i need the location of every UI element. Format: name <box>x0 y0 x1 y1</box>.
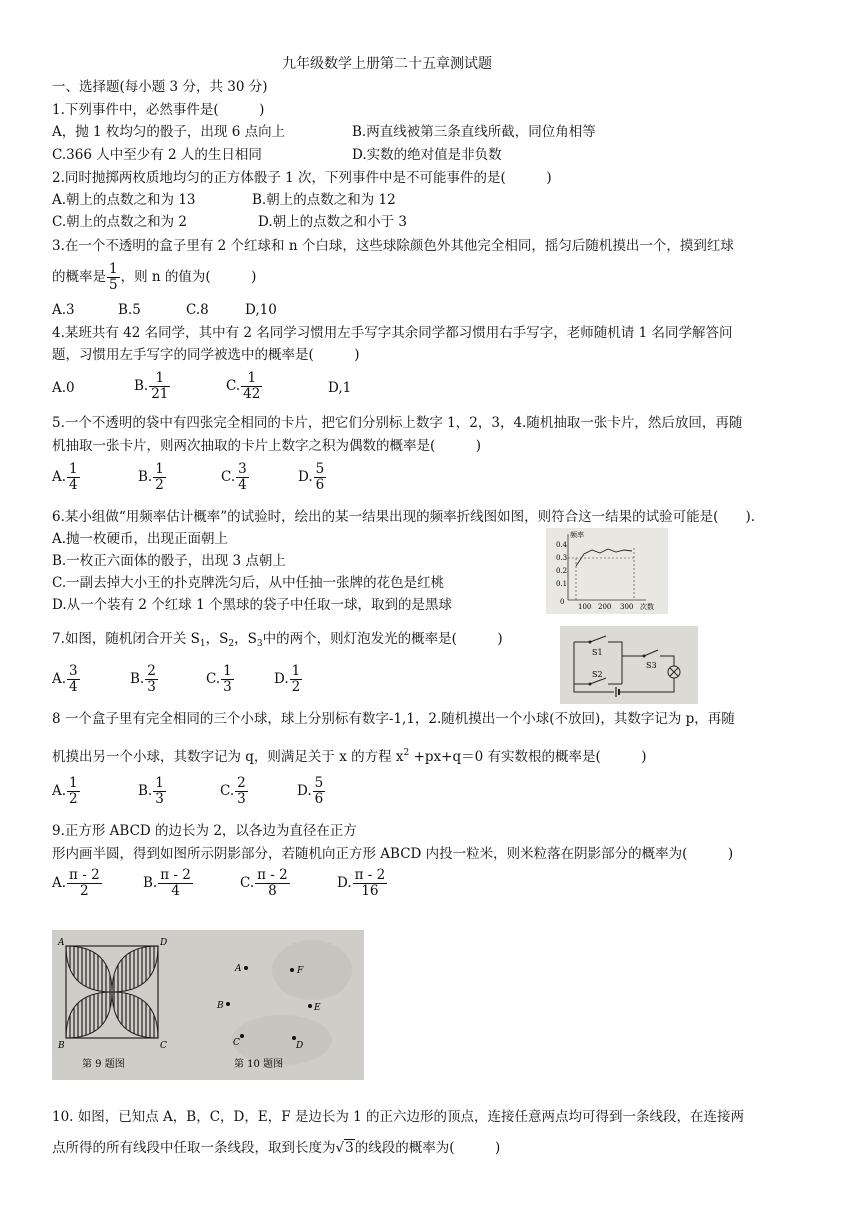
fraction <box>221 664 234 695</box>
x-tick: 300 <box>620 603 634 611</box>
label: C. <box>226 378 241 394</box>
q8-stem: 8 一个盒子里有完全相同的三个小球，球上分别标有数字-1,1，2.随机摸出一个小球(不放回)，其数字记为 p，再随 <box>52 711 735 727</box>
label: B. <box>130 671 145 687</box>
x-tick: 100 <box>578 603 592 611</box>
q8-stem-pre: 机摸出另一个小球，其数字记为 q，则满足关于 x 的方程 x <box>52 749 404 765</box>
q7-circuit-diagram <box>560 626 698 704</box>
q7-stem-pre: 7.如图，随机闭合开关 S <box>52 631 200 647</box>
q7-stem: 7.如图，随机闭合开关 $S_1$，$S_2$，$S_3$中的两个，则灯泡发光的概率是( ) <box>52 631 503 649</box>
x-tick: 200 <box>598 603 612 611</box>
denominator: 3 <box>223 679 232 695</box>
numerator: π - 2 <box>354 867 386 883</box>
denominator: 5 <box>109 277 118 293</box>
q9-stem: 9.正方形 ABCD 的边长为 2，以各边为直径在正方 <box>52 823 357 839</box>
label: C. <box>221 469 236 485</box>
q1-option-a: A，抛 1 枚均匀的骰子，出现 6 点向上 <box>52 124 286 140</box>
q7-option-d <box>274 664 303 695</box>
denominator: 3 <box>237 791 246 807</box>
q4-option-a <box>52 380 75 396</box>
point-b <box>226 1002 230 1006</box>
q6-option-a: A.抛一枚硬币，出现正面朝上 <box>52 531 229 547</box>
q6-option-b: B.一枚正六面体的骰子，出现 3 点朝上 <box>52 553 286 569</box>
q9-stem-line2: 形内画半圆，得到如图所示阴影部分，若随机向正方形 ABCD 内投一粒米，则米粒落在阴影部分的概率为( ) <box>52 846 734 862</box>
point-label: B <box>217 1001 224 1011</box>
q8-option-a <box>52 776 81 807</box>
numerator: 1 <box>241 371 262 387</box>
vertex-label: A <box>58 938 65 948</box>
numerator: π - 2 <box>69 867 100 883</box>
page-title: 九年级数学上册第二十五章测试题 <box>282 56 492 72</box>
label: C. <box>206 671 221 687</box>
numerator: 2 <box>237 775 246 791</box>
q3-stem-pre: 的概率是 <box>52 269 106 285</box>
denominator: 4 <box>171 883 180 899</box>
denominator: 2 <box>155 477 164 493</box>
point-c <box>240 1034 244 1038</box>
numerator: 2 <box>147 663 156 679</box>
vertex-label: D <box>160 938 168 948</box>
q6-option-c: C.一副去掉大小王的扑克牌洗匀后，从中任抽一张牌的花色是红桃 <box>52 575 445 591</box>
numerator: 1 <box>155 775 164 791</box>
superscript: 2 <box>403 748 410 758</box>
point-f <box>290 968 294 972</box>
switch-s2-label: S2 <box>592 670 603 679</box>
label: B. <box>143 875 158 891</box>
y-tick: 0.1 <box>556 580 568 588</box>
q3-option-c: C.8 <box>186 302 209 318</box>
q7-option-b <box>130 664 159 695</box>
denominator: 3 <box>147 679 156 695</box>
label: D. <box>297 783 312 799</box>
q8-option-c <box>220 776 249 807</box>
numerator: 1 <box>69 775 78 791</box>
fraction <box>67 664 80 695</box>
q5-stem-line2: 机抽取一张卡片，则两次抽取的卡片上数字之积为偶数的概率是( ) <box>52 438 482 454</box>
label: A. <box>52 875 67 891</box>
fraction <box>149 371 170 402</box>
q1-option-d: D.实数的绝对值是非负数 <box>352 147 502 163</box>
subscript: 3 <box>256 639 263 649</box>
point-a <box>244 966 248 970</box>
q5-option-c <box>221 462 250 493</box>
label: D. <box>274 671 289 687</box>
fraction <box>145 664 158 695</box>
label: A. <box>52 469 67 485</box>
q2-stem: 2.同时抛掷两枚质地均匀的正方体骰子 1 次，下列事件中是不可能事件的是( ) <box>52 170 552 186</box>
q10-stem-pre: 点所得的所有线段中任取一条线段，取到长度为 <box>52 1140 336 1156</box>
fraction <box>158 868 193 899</box>
denominator: 2 <box>69 791 78 807</box>
q2-option-d: D.朝上的点数之和小于 3 <box>258 214 408 230</box>
section-heading: 一、选择题(每小题 3 分，共 30 分) <box>52 79 268 95</box>
denominator: 2 <box>291 679 301 695</box>
photo-smudge <box>232 1015 332 1065</box>
numerator: 1 <box>109 261 118 277</box>
point-label: F <box>297 966 304 976</box>
numerator: 1 <box>291 663 301 679</box>
q3-option-b: B.5 <box>118 302 141 318</box>
fraction <box>236 462 249 493</box>
y-tick: 0 <box>560 598 565 606</box>
figure-10-caption: 第 10 题图 <box>234 1059 284 1070</box>
switch-s3-pivot <box>643 655 646 658</box>
q2-option-a: A.朝上的点数之和为 13 <box>52 192 196 208</box>
q8-stem-line2 <box>52 744 647 766</box>
q7-option-a <box>52 664 81 695</box>
q8-option-d <box>297 776 326 807</box>
q7-stem-post: 中的两个，则灯泡发光的概率是( ) <box>262 631 503 647</box>
fraction <box>67 776 80 807</box>
fraction <box>353 868 388 899</box>
q6-stem: 6.某小组做“用频率估计概率”的试验时，绘出的某一结果出现的频率折线图如图，则符合这一结果的试验可能是( ). <box>52 509 756 525</box>
label: A.0 <box>52 380 75 396</box>
fraction <box>235 776 248 807</box>
denominator: 16 <box>361 883 379 899</box>
denominator: 4 <box>69 477 78 493</box>
q3-option-a: A.3 <box>52 302 75 318</box>
numerator: π - 2 <box>160 867 191 883</box>
q4-stem: 4.某班共有 42 名同学，其中有 2 名同学习惯用左手写字其余同学都习惯用右手写字，老师随机请 1 名同学解答问 <box>52 325 733 341</box>
vertex-label: C <box>160 1041 167 1051</box>
q9-option-d <box>337 868 388 899</box>
photo-smudge <box>272 940 352 1000</box>
switch-s3-label: S3 <box>646 661 657 670</box>
numerator: 1 <box>149 371 170 387</box>
q4-option-d <box>328 380 351 396</box>
q4-option-c <box>226 371 263 402</box>
q3-stem-post: ，则 n 的值为( ) <box>120 269 257 285</box>
q1-stem: 1.下列事件中，必然事件是( ) <box>52 102 265 118</box>
q3-stem-line2 <box>52 262 256 293</box>
y-tick: 0.2 <box>556 567 568 575</box>
label: B. <box>134 378 149 394</box>
label: B. <box>138 469 153 485</box>
point-d <box>292 1036 296 1040</box>
q5-option-b <box>138 462 167 493</box>
label: C. <box>220 783 235 799</box>
figure-9-caption: 第 9 题图 <box>82 1059 125 1070</box>
numerator: 5 <box>315 461 325 477</box>
y-tick: 0.4 <box>556 541 568 549</box>
fraction <box>313 776 326 807</box>
label: D,1 <box>328 380 352 396</box>
q7-option-c <box>206 664 235 695</box>
q5-option-d <box>298 462 327 493</box>
q5-option-a <box>52 462 81 493</box>
q1-option-b: B.两直线被第三条直线所截，同位角相等 <box>352 124 596 140</box>
fraction <box>255 868 290 899</box>
q3-fraction <box>107 262 120 293</box>
fraction <box>153 462 166 493</box>
numerator: π - 2 <box>257 867 288 883</box>
y-tick: 0.3 <box>556 554 568 562</box>
label: A. <box>52 783 67 799</box>
fraction <box>290 664 303 695</box>
sqrt-expression: √3 <box>335 1140 354 1156</box>
q9-option-c <box>240 868 291 899</box>
denominator: 3 <box>155 791 164 807</box>
denominator: 6 <box>315 477 325 493</box>
y-axis-label: 频率 <box>570 531 584 539</box>
q2-option-c: C.朝上的点数之和为 2 <box>52 214 188 230</box>
fraction <box>153 776 166 807</box>
fraction <box>241 371 262 402</box>
denominator: 4 <box>238 477 247 493</box>
x-axis-label: 次数 <box>640 603 654 611</box>
switch-s2-pivot <box>589 683 592 686</box>
fraction <box>67 868 102 899</box>
fraction <box>67 462 80 493</box>
q2-option-b: B.朝上的点数之和为 12 <box>252 192 396 208</box>
numerator: 1 <box>155 461 164 477</box>
q8-option-b <box>138 776 167 807</box>
numerator: 3 <box>238 461 247 477</box>
numerator: 3 <box>69 663 78 679</box>
subscript: 2 <box>228 639 235 649</box>
denominator: 8 <box>268 883 277 899</box>
q6-option-d: D.从一个装有 2 个红球 1 个黑球的袋子中任取一球，取到的是黑球 <box>52 597 452 613</box>
q6-frequency-chart <box>546 528 668 614</box>
numerator: 5 <box>314 775 324 791</box>
point-e <box>308 1004 312 1008</box>
q5-stem: 5.一个不透明的袋中有四张完全相同的卡片，把它们分别标上数字 1，2，3，4.随机抽取一张卡片，然后放回，再随 <box>52 415 743 431</box>
vertex-label: B <box>58 1041 65 1051</box>
point-label: D <box>296 1041 304 1051</box>
q10-stem-post: 的线段的概率为( ) <box>354 1140 501 1156</box>
q9-option-b <box>143 868 194 899</box>
q3-option-d: D,10 <box>245 302 277 318</box>
q3-stem: 3.在一个不透明的盒子里有 2 个红球和 n 个白球，这些球除颜色外其他完全相同，摇匀后随机摸出一个，摸到红球 <box>52 238 734 254</box>
point-label: C <box>233 1038 240 1048</box>
switch-s1-label: S1 <box>592 648 603 657</box>
denominator: 6 <box>314 791 324 807</box>
q4-option-b <box>134 371 171 402</box>
q4-stem-line2: 题，习惯用左手写字的同学被选中的概率是( ) <box>52 347 360 363</box>
label: C. <box>240 875 255 891</box>
denominator: 21 <box>151 386 169 402</box>
fraction <box>314 462 327 493</box>
numerator: 1 <box>69 461 78 477</box>
label: D. <box>337 875 352 891</box>
numerator: 1 <box>223 663 232 679</box>
label: D. <box>298 469 313 485</box>
q9-q10-figures <box>52 930 364 1080</box>
q1-option-c: C.366 人中至少有 2 人的生日相同 <box>52 147 262 163</box>
q8-stem-post: +px+q＝0 有实数根的概率是( ) <box>409 749 647 765</box>
label: A. <box>52 671 67 687</box>
label: B. <box>138 783 153 799</box>
subscript: 1 <box>199 639 206 649</box>
q9-option-a <box>52 868 103 899</box>
point-label: A <box>235 964 242 974</box>
denominator: 2 <box>80 883 89 899</box>
switch-s1-pivot <box>589 641 592 644</box>
denominator: 4 <box>69 679 78 695</box>
denominator: 42 <box>243 386 261 402</box>
radicand: 3 <box>345 1140 354 1156</box>
q10-stem-line2 <box>52 1139 500 1157</box>
q10-stem: 10. 如图，已知点 A，B，C，D，E，F 是边长为 1 的正六边形的顶点，连接任意两点均可得到一条线段，在连接两 <box>52 1109 745 1125</box>
point-label: E <box>314 1003 321 1013</box>
